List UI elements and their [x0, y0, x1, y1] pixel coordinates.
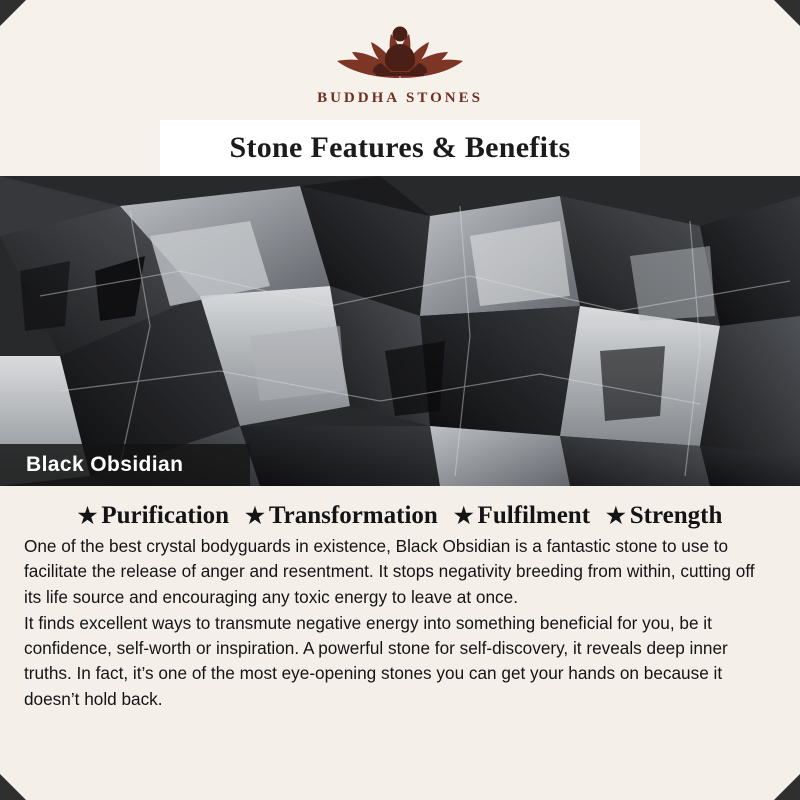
benefit-item — [78, 502, 230, 530]
title-band — [0, 120, 800, 176]
benefit-label: Fulfilment — [477, 502, 591, 529]
star-icon: ★ — [606, 503, 626, 528]
benefit-item — [245, 502, 438, 530]
brand-header — [0, 0, 800, 120]
description-paragraph-1: One of the best crystal bodyguards in existence, Black Obsidian is a fantastic stone to use to facilitate the release of anger and resentment. It stops negativity breeding from within, cutting off its life source and encouraging any toxic energy to leave at once. — [24, 536, 755, 607]
hero-caption — [0, 444, 250, 486]
description-paragraph-2: It finds excellent ways to transmute negative energy into something beneficial for you, be it confidence, self-worth or inspiration. A powerful stone for self-discovery, it reveals deep inner truths. In fact, it’s one of the most eye-opening stones you can get your hands on because it doesn’t hold back. — [24, 612, 728, 709]
page-title: Stone Features & Benefits — [229, 131, 571, 164]
obsidian-crystal-photo — [0, 176, 800, 486]
star-icon: ★ — [245, 503, 265, 528]
hero-image — [0, 176, 800, 486]
corner-decoration-bottom-left — [0, 774, 26, 800]
star-icon: ★ — [77, 503, 98, 528]
corner-decoration-top-left — [0, 0, 26, 26]
benefit-label: Transformation — [268, 502, 438, 529]
benefits-list — [24, 496, 776, 534]
corner-decoration-bottom-right — [774, 774, 800, 800]
benefit-label: Purification — [101, 502, 230, 529]
stone-name: Black Obsidian — [26, 453, 184, 476]
star-icon: ★ — [453, 503, 474, 528]
corner-decoration-top-right — [774, 0, 800, 26]
page-title-box — [160, 120, 640, 176]
content-section — [0, 486, 800, 800]
benefit-item — [606, 502, 722, 530]
lotus-meditation-figure-icon — [315, 14, 485, 88]
brand-name: BUDDHA STONES — [317, 90, 483, 106]
benefit-item — [454, 502, 590, 530]
benefit-label: Strength — [629, 502, 723, 529]
